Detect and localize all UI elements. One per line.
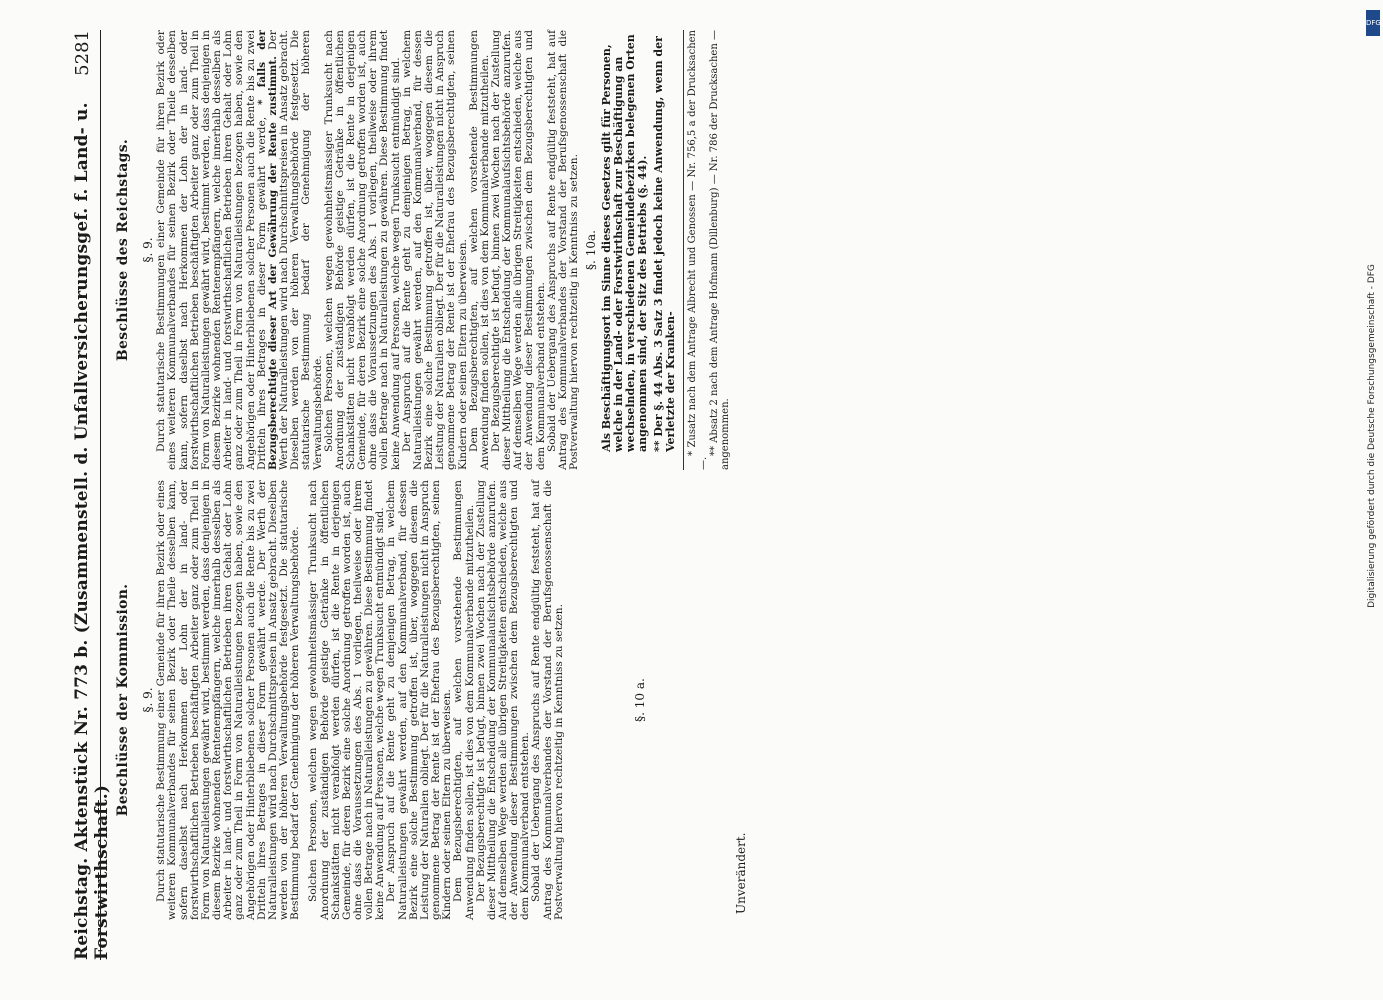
footnotes [683, 30, 731, 470]
footnote: * Zusatz nach dem Antrage Albrecht und Genossen — Nr. 756,5 a der Drucksachen —. [687, 30, 710, 470]
amendment-bold: * falls der Bezugsberechtigte dieser Art der Gewährung der Rente zustimmt. [255, 29, 279, 470]
paragraph: Dem Bezugsberechtigten, auf welchen vorstehende Bestimmungen Anwendung finden sollen, ist dies von dem Kommunalverbande mitzutheilen. [452, 480, 476, 920]
paragraph: Solchen Personen, welchen wegen gewohnheitsmässiger Trunksucht nach Anordnung der zuständigen Behörde geistige Getränke in öffentlichen Schankstätten nicht verabfolgt werden dürfen, ist die Rente in derjenigen Gemeinde, für deren Bezirk eine solche Anordnung getroffen worden ist, auch ohne dass die Voraussetzungen des Abs. 1 vorliegen, theilweise oder ihrem vollen Betrage nach in Naturalleistungen zu gewähren. Diese Bestimmung findet keine Anwendung auf Personen, welche wegen Trunksucht entmündigt sind. [307, 480, 387, 920]
paragraph: Sobald der Uebergang des Anspruchs auf Rente endgültig feststeht, hat auf Antrag des Kommunalverbandes der Vorstand der Berufsgenossenschaft die Postverwaltung hiervon rechtzeitig in Kenntniss zu setzen. [530, 480, 565, 920]
header-title: Reichstag. Aktenstück Nr. 773 b. (Zusammenstell. d. Unfallversicherungsgef. f. Land- u. Forstwirthschaft.) [72, 102, 112, 960]
paragraph: Durch statutarische Bestimmungen einer Gemeinde für ihren Bezirk oder eines weiteren Kommunalverbandes für seinen Bezirk oder Theile desselben kann, sofern daselbst nach Herkommen der Lohn der in land- oder forstwirthschaftlichen Betrieben beschäftigten Arbeiter ganz oder zum Theil in Form von Naturalleistungen gewährt wird, bestimmt werden, dass denjenigen in diesem Bezirke wohnenden Rentenempfängern, welche innerhalb desselben als Arbeiter in land- und forstwirthschaftlichen Betrieben ihren Gehalt oder Lohn ganz oder zum Theil in Form von Naturalleistungen bezogen haben, sowie den Angehörigen oder Hinterbliebenen solcher Personen auch die Rente bis zu zwei Dritteln ihres Betrages in dieser Form gewährt werde, * falls der Bezugsberechtigte dieser Art der Gewährung der Rente zustimmt. Der Werth der Naturalleistungen wird nach Durchschnittspreisen in Ansatz gebracht. Dieselben werden von der höheren Verwaltungsbehörde festgesetzt. Die statutarische Bestimmung bedarf der Genehmigung der höheren Verwaltungsbehörde. [155, 29, 324, 470]
digitization-credit: Digitalisierung gefördert durch die Deutsche Forschungsgemeinschaft - DFG [1367, 264, 1377, 608]
paragraph: Sobald der Uebergang des Anspruchs auf Rente endgültig feststeht, hat auf Antrag des Kommunalverbandes der Vorstand der Berufsgenossenschaft die Postverwaltung hiervon rechtzeitig in Kenntniss zu setzen. [545, 30, 581, 470]
paragraph: Durch statutarische Bestimmung einer Gemeinde für ihren Bezirk oder eines weiteren Kommunalverbandes für seinen Bezirk oder Theile desselben kann, sofern daselbst nach Herkommen der Lohn der in land- oder forstwirthschaftlichen Betrieben beschäftigten Arbeiter ganz oder zum Theil in Form von Naturalleistungen gewährt wird, bestimmt werden, dass denjenigen in diesem Bezirke wohnenden Rentenempfängern, welche innerhalb desselben als Arbeiter in land- und forstwirthschaftlichen Betrieben ihren Gehalt oder Lohn ganz oder zum Theil in Form von Naturalleistungen bezogen haben, sowie den Angehörigen oder Hinterbliebenen solcher Personen auch die Rente bis zu zwei Dritteln ihres Betrages in dieser Form gewährt werde. Der Werth der Naturalleistungen wird nach Durchschnittspreisen in Ansatz gebracht. Dieselben werden von der höheren Verwaltungsbehörde festgesetzt. Die statutarische Bestimmung bedarf der Genehmigung der höheren Verwaltungsbehörde. [155, 480, 302, 920]
digitization-margin [1366, 10, 1380, 820]
reichstag-heading: Beschlüsse des Reichstags. [115, 138, 131, 362]
paragraph: Der Bezugsberechtigte ist befugt, binnen zwei Wochen nach der Zustellung dieser Mittheilung die Entscheidung der Kommunalaufsichtsbehörde anzurufen. Auf demselben Wege werden alle übrigen Streitigkeiten entschieden, welche aus der Anwendung dieser Bestimmungen zwischen dem Bezugsberechtigten und dem Kommunalverband entstehen. [474, 480, 532, 920]
amendment-paragraph: Als Beschäftigungsort im Sinne dieses Gesetzes gilt für Personen, welche in der Land- oder Forstwirthschaft zur Beschäftigung an wechselnden, in verschiedenen Gemeindebezirken belegenen Orten angenommen sind, der Sitz des Betriebs (§. 44). [600, 34, 650, 452]
paragraph: Der Anspruch auf die Rente geht zu demjenigen Betrag, in welchem Naturalleistungen gewährt werden, auf den Kommunalverband, für dessen Bezirk eine solche Bestimmung getroffen ist, über, woggegen diesem die Leistung der Naturalien obliegt. Der für die Naturalleistungen nicht in Anspruch genommene Betrag der Rente ist der Ehefrau des Bezugsberechtigten, seinen Kindern oder seinen Eltern zu überweisen. [385, 480, 454, 920]
dfg-logo: DFG [1366, 10, 1380, 36]
reichstag-column [110, 30, 731, 470]
commission-heading: Beschlüsse der Kommission. [115, 583, 131, 817]
running-header [72, 30, 112, 960]
footnote: ** Absatz 2 nach dem Antrage Hofmann (Dillenburg) — Nr. 786 der Drucksachen — angenommen. [709, 30, 732, 470]
commission-column [110, 480, 747, 920]
section-9-heading: §. 9. [141, 687, 156, 713]
paragraph: Solchen Personen, welchen wegen gewohnheitsmässiger Trunksucht nach Anordnung der zuständigen Behörde geistige Getränke in öffentlichen Schankstätten nicht verabfolgt werden dürfen, ist die Rente in derjenigen Gemeinde, für deren Bezirk eine solche Anordnung getroffen worden ist, auch ohne dass die Voraussetzungen des Abs. 1 vorliegen, theilweise oder ihrem vollen Betrage nach in Naturalleistungen zu gewähren. Diese Bestimmung findet keine Anwendung auf Personen, welche wegen Trunksucht entmündigt sind. [322, 30, 402, 470]
unchanged-note: Unverändert. [734, 832, 749, 914]
amendment-paragraph-bold: ** Der §. 44 Abs. 3 Satz 3 findet jedoch keine Anwendung, wenn der Verletzte der Kranken- [652, 36, 678, 452]
section-10a-heading: §. 10 a. [632, 678, 647, 722]
paragraph: Dem Bezugsberechtigten, auf welchen vorstehende Bestimmungen Anwendung finden sollen, ist dies von dem Kommunalverbande mitzutheilen. [467, 30, 491, 470]
paragraph: Der Bezugsberechtigte ist befugt, binnen zwei Wochen nach der Zustellung dieser Mittheilung die Entscheidung der Kommunalaufsichtsbehörde anzurufen. Auf demselben Wege werden alle übrigen Streitigkeiten entschieden, welche aus der Anwendung dieser Bestimmungen zwischen dem Bezugsberechtigten und dem Kommunalverband entstehen. [490, 30, 547, 470]
page-number: 5281 [72, 30, 93, 76]
header-rule [100, 30, 101, 960]
section-10a-heading: §. 10a. [584, 230, 599, 270]
section-9-heading: §. 9. [141, 237, 156, 263]
paragraph: Der Anspruch auf die Rente geht zu demjenigen Betrag, in welchem Naturalleistungen gewährt werden, auf den Kommunalverband, für dessen Bezirk eine solche Bestimmung getroffen ist, über, woggegen diesem die Leistung der Naturalien obliegt. Der für die Naturalleistungen nicht in Anspruch genommene Betrag der Rente ist der Ehefrau des Bezugsberechtigten, seinen Kindern oder seinen Eltern zu überweisen. [400, 30, 469, 470]
